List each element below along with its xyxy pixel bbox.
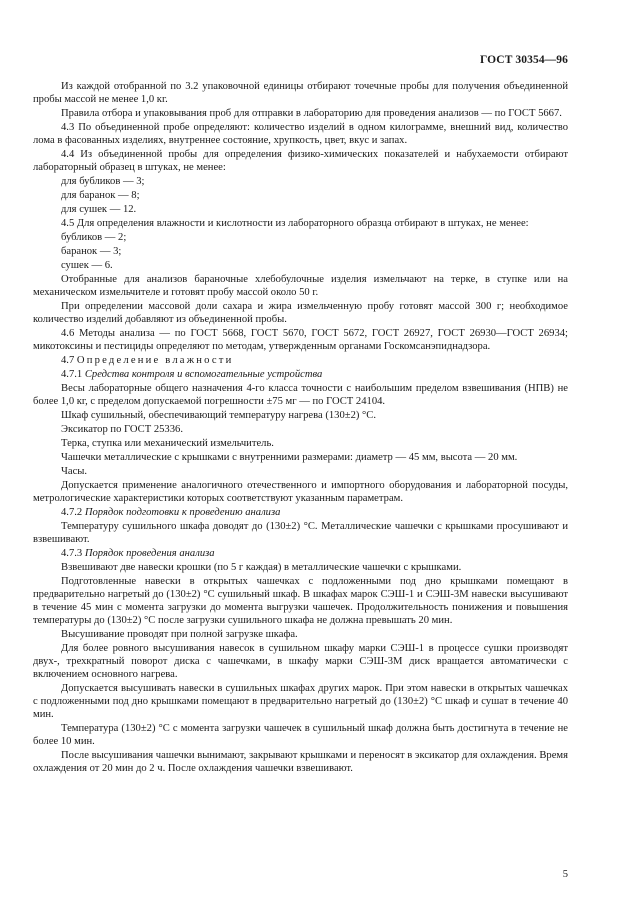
paragraph: Для более ровного высушивания навесок в сушильном шкафу марки СЭШ-1 в процессе сушки производят двух-, трехкратный поворот диска с чашечками, в шкафу марки СЭШ-3М диск вращается автоматически с включением основного нагрева.: [33, 643, 568, 680]
list-item: баранок — 3;: [61, 246, 122, 257]
section-title: Порядок подготовки к проведению анализа: [84, 507, 281, 518]
paragraph: Подготовленные навески в открытых чашечках с подложенными под дно крышками помещают в предварительно нагретый до (130±2) °С сушильный шкаф. В шкафах марок СЭШ-1 и СЭШ-3М навески высушивают в течение 45 мин с момента загрузки до момента выгрузки чашечек. Продолжительность понижения и повышения температуры до (130±2) °С после загрузки сушильного шкафа не должна превышать 20 мин.: [33, 576, 568, 626]
paragraph: При определении массовой доли сахара и жира измельченную пробу готовят массой 300 г; необходимое количество изделий добавляют из объединенной пробы.: [33, 301, 568, 325]
list-item: для баранок — 8;: [61, 190, 140, 201]
clause-4-6: 4.6 Методы анализа — по ГОСТ 5668, ГОСТ 5670, ГОСТ 5672, ГОСТ 26927, ГОСТ 26930—ГОСТ 26934; микотоксины и пестициды определяют по методам, утвержденным органами Госкомсанэпиднадзора.: [33, 328, 568, 352]
paragraph: Отобранные для анализов бараночные хлебобулочные изделия измельчают на терке, в ступке или на механическом измельчителе и готовят пробу массой около 50 г.: [33, 274, 568, 298]
section-heading-4-7-3: [33, 547, 568, 560]
paragraph: Правила отбора и упаковывания проб для отправки в лабораторию для проведения анализов — по ГОСТ 5667.: [61, 108, 562, 119]
paragraph: Температура (130±2) °С с момента загрузки чашечек в сушильный шкаф должна быть достигнута в течение не более 10 мин.: [33, 723, 568, 747]
list-item: сушек — 6.: [61, 260, 113, 271]
section-number: 4.7.1: [61, 369, 83, 380]
list-item: бубликов — 2;: [61, 232, 127, 243]
section-number: 4.7.3: [61, 548, 83, 559]
paragraph: После высушивания чашечки вынимают, закрывают крышками и переносят в эксикатор для охлаждения. Время охлаждения от 20 мин до 2 ч. После охлаждения чашечки взвешивают.: [33, 750, 568, 774]
section-heading-4-7-2: [33, 506, 568, 519]
paragraph: Допускается применение аналогичного отечественного и импортного оборудования и лабораторной посуды, метрологические характеристики которых соответствуют указанным параметрам.: [33, 480, 568, 504]
paragraph: Из каждой отобранной по 3.2 упаковочной единицы отбирают точечные пробы для получения объединенной пробы массой не менее 1,0 кг.: [33, 81, 568, 105]
paragraph: Шкаф сушильный, обеспечивающий температуру нагрева (130±2) °С.: [61, 410, 376, 421]
list-item: для бубликов — 3;: [61, 176, 145, 187]
standard-header: ГОСТ 30354—96: [479, 54, 568, 66]
section-number: 4.7: [61, 355, 75, 366]
section-number: 4.7.2: [61, 507, 83, 518]
paragraph: Допускается высушивать навески в сушильных шкафах других марок. При этом навески в открытых чашечках с подложенными под дно крышками помещают в предварительно нагретый до (130±2) °С шкаф и сушат в течение 40 мин.: [33, 683, 568, 720]
section-heading-4-7-1: [33, 368, 568, 381]
paragraph: Взвешивают две навески крошки (по 5 г каждая) в металлические чашечки с крышками.: [61, 562, 462, 573]
page-content: [33, 80, 568, 776]
paragraph: Температуру сушильного шкафа доводят до (130±2) °С. Металлические чашечки с крышками просушивают и взвешивают.: [33, 521, 568, 545]
clause-4-3: 4.3 По объединенной пробе определяют: количество изделий в одном килограмме, внешний вид, количество лома в фасованных изделиях, внутреннее состояние, хрупкость, цвет, вкус и запах.: [33, 122, 568, 146]
section-title: Средства контроля и вспомогательные устройства: [84, 369, 323, 380]
paragraph: Часы.: [61, 466, 88, 477]
paragraph: Чашечки металлические с крышками с внутренними размерами: диаметр — 45 мм, высота — 20 мм.: [61, 452, 518, 463]
paragraph: Терка, ступка или механический измельчитель.: [61, 438, 274, 449]
clause-4-4: 4.4 Из объединенной пробы для определения физико-химических показателей и набухаемости отбирают лабораторный образец в штуках, не менее:: [33, 149, 568, 173]
section-heading-4-7: [33, 354, 568, 367]
paragraph: Весы лабораторные общего назначения 4-го класса точности с наибольшим пределом взвешивания (НПВ) не более 1,0 кг, с пределом допускаемой погрешности ±75 мг — по ГОСТ 24104.: [33, 383, 568, 407]
list-item: для сушек — 12.: [61, 204, 137, 215]
page-number: 5: [562, 869, 568, 880]
clause-4-5: 4.5 Для определения влажности и кислотности из лабораторного образца отбирают в штуках, не менее:: [61, 218, 529, 229]
section-title: Определение влажности: [76, 355, 234, 366]
paragraph: Эксикатор по ГОСТ 25336.: [61, 424, 183, 435]
paragraph: Высушивание проводят при полной загрузке шкафа.: [61, 629, 298, 640]
section-title: Порядок проведения анализа: [84, 548, 215, 559]
